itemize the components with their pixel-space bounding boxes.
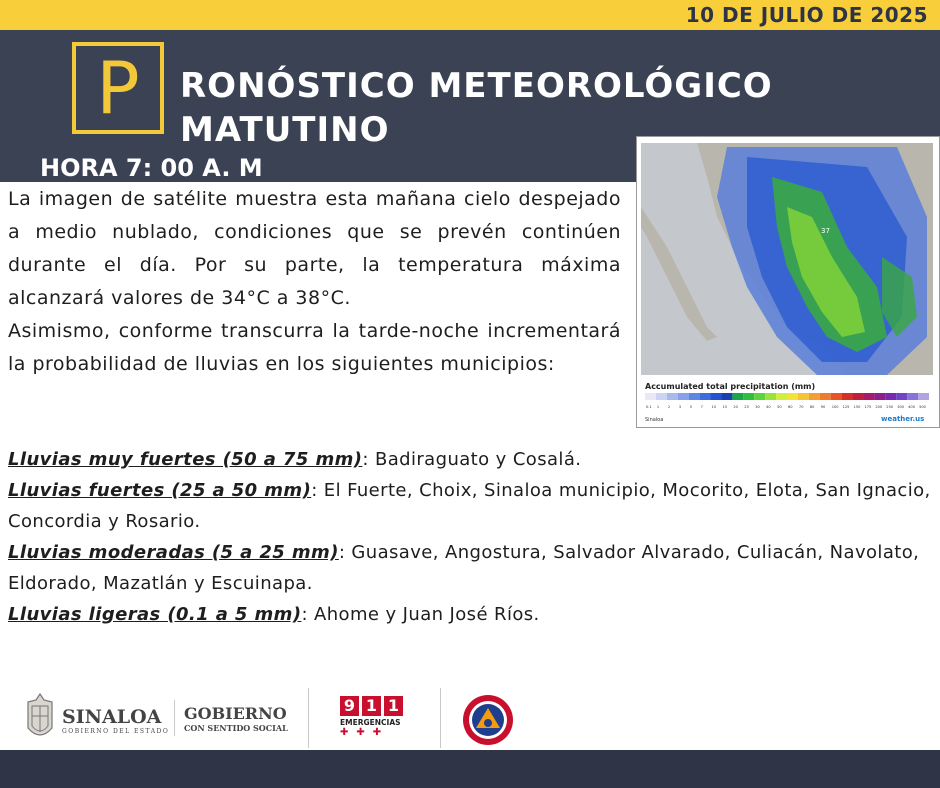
legend-swatch xyxy=(863,393,874,400)
legend-swatch xyxy=(667,393,678,400)
map-region-label: Sinaloa xyxy=(645,417,664,423)
sinaloa-subtitle: GOBIERNO DEL ESTADO xyxy=(62,728,170,735)
legend-swatch xyxy=(711,393,722,400)
forecast-paragraph-2: Asimismo, conforme transcurra la tarde-noche incrementará la probabilidad de lluvias en los siguientes municipios: xyxy=(8,320,621,375)
rain-item-heavy xyxy=(8,475,932,537)
footer-bar xyxy=(0,750,940,788)
rain-category: Lluvias muy fuertes (50 a 75 mm) xyxy=(8,449,363,470)
logo-divider xyxy=(308,688,309,748)
legend-swatch xyxy=(896,393,907,400)
legend-tick-label: 10 xyxy=(711,405,717,409)
legend-tick-label: 1 xyxy=(656,405,660,409)
legend-tick-label: 200 xyxy=(875,405,883,409)
legend-swatch xyxy=(907,393,918,400)
legend-tick-label: 20 xyxy=(733,405,738,409)
legend-tick-label: 60 xyxy=(788,405,793,409)
sinaloa-wordmark: SINALOA xyxy=(62,706,162,728)
legend-swatch xyxy=(732,393,743,400)
rain-municipalities: : Ahome y Juan José Ríos. xyxy=(301,604,540,625)
legend-swatch xyxy=(831,393,842,400)
legend-tick-label: 50 xyxy=(777,405,782,409)
legend-swatch xyxy=(700,393,711,400)
precipitation-map xyxy=(636,136,940,428)
gobierno-subtitle: CON SENTIDO SOCIAL xyxy=(184,723,288,733)
legend-tick-label: 25 xyxy=(744,405,749,409)
legend-swatch xyxy=(776,393,787,400)
forecast-paragraph-1: La imagen de satélite muestra esta mañana cielo despejado a medio nublado, condiciones que se prevén continúen durante el día. Por su parte, la temperatura máxima alcanzará valores de 34°C a 38°C. xyxy=(8,188,621,309)
legend-swatch xyxy=(842,393,853,400)
forecast-hour: HORA 7: 00 A. M xyxy=(40,154,263,182)
legend-tick-label: 500 xyxy=(919,405,926,409)
legend-tick-label: 100 xyxy=(831,405,839,409)
legend-tick-label: 150 xyxy=(853,405,861,409)
legend-tick-label: 5 xyxy=(689,405,692,409)
digit-one: 1 xyxy=(362,696,381,716)
legend-swatch xyxy=(853,393,864,400)
legend-tick-label: 0.1 xyxy=(646,405,652,409)
legend-swatch xyxy=(798,393,809,400)
legend-swatch xyxy=(787,393,798,400)
proteccion-civil-seal-icon xyxy=(462,694,514,746)
legend-swatch xyxy=(754,393,765,400)
rain-item-very-heavy xyxy=(8,444,932,475)
legend-tick-label: 3 xyxy=(678,405,682,409)
emergencias-label: EMERGENCIAS xyxy=(340,718,401,727)
legend-swatch xyxy=(874,393,885,400)
emergency-icons: ✚✚✚ xyxy=(340,727,390,738)
rain-category: Lluvias fuertes (25 a 50 mm) xyxy=(8,480,312,501)
precipitation-map-graphic xyxy=(637,137,939,427)
map-brand: weather.us xyxy=(881,415,925,423)
legend-tick-label: 400 xyxy=(908,405,916,409)
rain-municipalities: : El Fuerte, Choix, Sinaloa municipio, Mocorito, Elota, San Ignacio, Concordia y Rosario. xyxy=(8,480,931,532)
legend-tick-label: 250 xyxy=(886,405,894,409)
rain-municipalities: : Guasave, Angostura, Salvador Alvarado, Culiacán, Navolato, Eldorado, Mazatlán y Escuinapa. xyxy=(8,542,920,594)
legend-tick-label: 70 xyxy=(798,405,804,409)
rain-category: Lluvias ligeras (0.1 a 5 mm) xyxy=(8,604,302,625)
legend-tick-label: 7 xyxy=(700,405,703,409)
legend-tick-label: 2 xyxy=(667,405,671,409)
legend-swatch xyxy=(765,393,776,400)
logo-strip xyxy=(0,682,940,750)
logo-divider xyxy=(174,700,175,736)
digit-one: 1 xyxy=(384,696,403,716)
sinaloa-coat-of-arms-icon xyxy=(24,692,56,746)
legend-swatch xyxy=(678,393,689,400)
rain-category: Lluvias moderadas (5 a 25 mm) xyxy=(8,542,339,563)
title-line-2: MATUTINO xyxy=(180,110,390,150)
legend-swatch xyxy=(820,393,831,400)
date-bar xyxy=(0,0,940,30)
forecast-description xyxy=(8,183,621,381)
legend-tick-label: 40 xyxy=(766,405,771,409)
legend-tick-label: 175 xyxy=(864,405,872,409)
date-label: 10 DE JULIO DE 2025 xyxy=(685,3,928,27)
gobierno-wordmark: GOBIERNO xyxy=(184,704,287,723)
map-caption: Accumulated total precipitation (mm) xyxy=(645,382,816,391)
legend-swatch xyxy=(689,393,700,400)
legend-swatch xyxy=(721,393,732,400)
legend-swatch xyxy=(645,393,656,400)
legend-swatch xyxy=(656,393,667,400)
title-initial-box: P xyxy=(72,42,164,134)
rain-forecast-list xyxy=(8,444,932,630)
legend-swatch xyxy=(885,393,896,400)
legend-tick-label: 30 xyxy=(755,405,760,409)
title-line-1: RONÓSTICO METEOROLÓGICO xyxy=(180,66,773,106)
legend-swatch xyxy=(743,393,754,400)
rain-item-light xyxy=(8,599,932,630)
emergencias-911-logo xyxy=(340,696,404,748)
rain-municipalities: : Badiraguato y Cosalá. xyxy=(362,449,582,470)
legend-tick-label: 125 xyxy=(842,405,850,409)
legend-tick-label: 90 xyxy=(820,405,826,409)
map-max-value: 37 xyxy=(821,227,830,235)
digit-nine: 9 xyxy=(340,696,359,716)
logo-divider xyxy=(440,688,441,748)
legend-tick-label: 15 xyxy=(722,405,728,409)
legend-tick-label: 300 xyxy=(897,405,905,409)
rain-item-moderate xyxy=(8,537,932,599)
legend-swatch xyxy=(809,393,820,400)
legend-tick-label: 80 xyxy=(809,405,815,409)
legend-swatch xyxy=(918,393,929,400)
